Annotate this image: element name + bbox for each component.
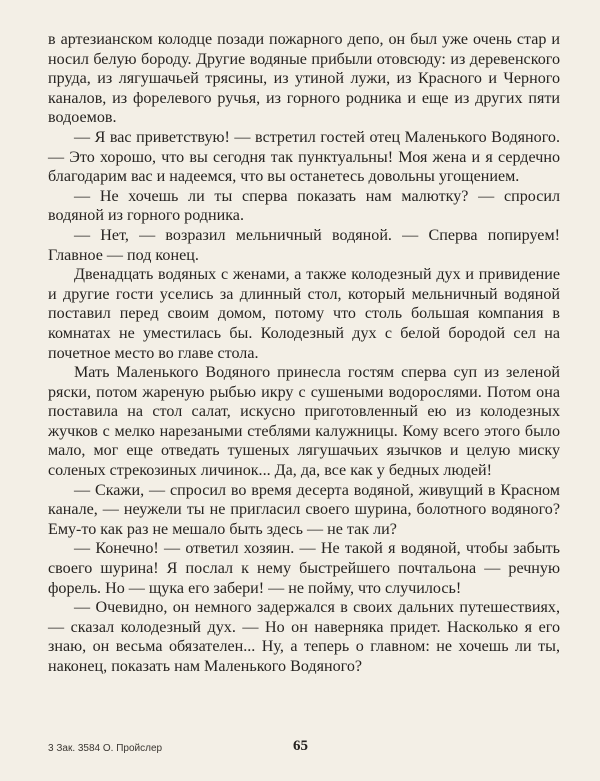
paragraph-2: — Я вас приветствую! — встретил гостей отец Маленького Водяного. — Это хорошо, что вы сегодня так пунктуальны! Моя жена и я сердечно благодарим вас и надеемся, что вы останетесь довольны угощением.	[48, 128, 560, 186]
page-number: 65	[293, 738, 308, 754]
paragraph-4: — Нет, — возразил мельничный водяной. — Сперва попируем! Главное — под конец.	[48, 226, 560, 264]
paragraph-7: — Скажи, — спросил во время десерта водяной, живущий в Красном канале, — неужели ты не пригласил своего шурина, болотного водяного? Ему-то как раз не мешало быть здесь — не так ли?	[48, 481, 560, 538]
paragraph-8: — Конечно! — ответил хозяин. — Не такой я водяной, чтобы забыть своего шурина! Я послал к нему быстрейшего почтальона — речную форель. Но — щука его забери! — не пойму, что случилось!	[48, 540, 560, 597]
body-text	[48, 30, 560, 677]
paragraph-1: в артезианском колодце позади пожарного депо, он был уже очень стар и носил белую бороду. Другие водяные прибыли отовсюду: из деревенского пруда, из лягушачьей трясины, из утиной лужи, из Красного и Черного каналов, из форелевого ручья, из горного родника и еще из других пяти водоемов.	[48, 31, 560, 127]
paragraph-6: Мать Маленького Водяного принесла гостям сперва суп из зеленой ряски, потом жареную рыбью икру с сушеными водорослями. Потом она поставила на стол салат, искусно приготовленный ею из колодезных жучков с мелко нарезаными стеблями калужницы. Кому всего этого было мало, мог еще отведать тушеных лягушачьих язычков и целую миску соленых стрекозиных личинок... Да, да, все как у бедных людей!	[48, 364, 560, 480]
page-footer	[48, 738, 560, 758]
paragraph-9: — Очевидно, он немного задержался в своих дальних путешествиях, — сказал колодезный дух. — Но он наверняка придет. Насколько я его знаю, он весьма обязателен... Ну, а теперь о главном: не хочешь ли ты, наконец, показать нам Маленького Водяного?	[48, 599, 560, 675]
paragraph-3: — Не хочешь ли ты сперва показать нам малютку? — спросил водяной из горного родника.	[48, 187, 560, 225]
paragraph-5: Двенадцать водяных с женами, а также колодезный дух и привидение и другие гости уселись за длинный стол, который мельничный водяной поставил перед своим домом, потому что столь большая компания в комнатах не уместилась бы. Колодезный дух с белой бородой сел на почетное место во главе стола.	[48, 266, 560, 362]
print-signature: 3 Зак. 3584 О. Пройслер	[48, 743, 163, 754]
